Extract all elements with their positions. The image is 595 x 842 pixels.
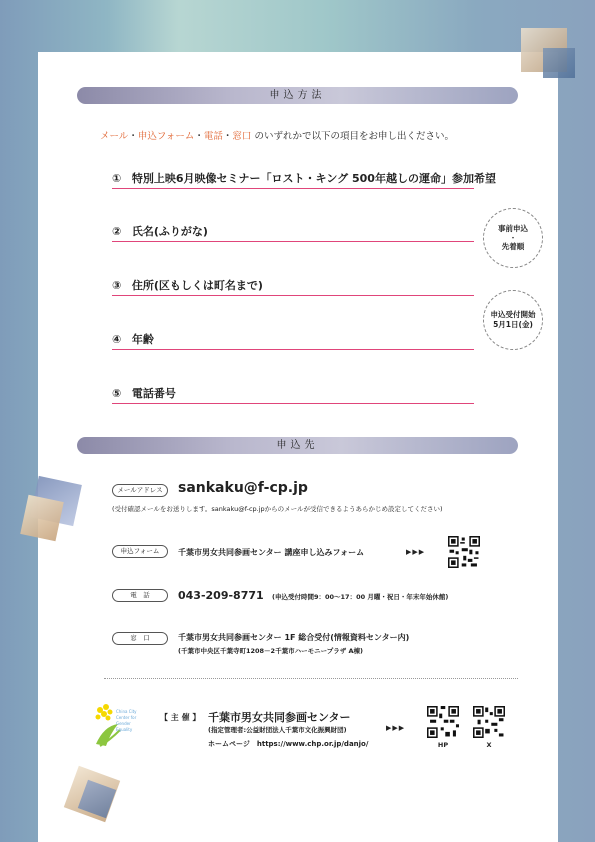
qr-code-hp[interactable] xyxy=(427,706,459,738)
qr-hp-label: HP xyxy=(437,741,449,749)
form-item-3 xyxy=(112,277,474,296)
stamp-line: 先着順 xyxy=(501,242,525,251)
stamp-start-date xyxy=(483,290,543,350)
stamp-line: 申込受付開始 xyxy=(490,309,536,319)
email-tag: メールアドレス xyxy=(112,484,168,497)
window-address: (千葉市中央区千葉寺町1208－2千葉市ハーモニープラザ A棟) xyxy=(178,647,364,655)
organizer-manager: (指定管理者:公益財団法人千葉市文化振興財団) xyxy=(208,726,347,734)
window-tag: 窓 口 xyxy=(112,632,168,645)
item-number: ① xyxy=(112,172,122,185)
organizer-homepage-link[interactable]: ホームページ https://www.chp.or.jp/danjo/ xyxy=(208,740,369,748)
item-label: 電話番号 xyxy=(131,387,176,400)
decorative-squares-left xyxy=(24,480,80,542)
stamp-line: 事前申込 xyxy=(498,223,528,233)
item-label: 特別上映6月映像セミナー「ロスト・キング 500年越しの運命」参加希望 xyxy=(131,172,496,185)
form-tag: 申込フォーム xyxy=(112,545,168,558)
stamp-line: 5月1日(金) xyxy=(493,320,533,329)
qr-code-x[interactable] xyxy=(473,706,505,738)
stamp-dot: ・ xyxy=(509,234,517,242)
item-label: 年齢 xyxy=(131,333,154,346)
form-item-2 xyxy=(112,223,474,242)
email-address-link[interactable]: sankaku@f-cp.jp xyxy=(178,480,308,496)
svg-text:Center for: Center for xyxy=(116,715,137,720)
item-number: ③ xyxy=(112,279,122,292)
decorative-squares-bottom-left xyxy=(64,766,120,822)
divider xyxy=(104,678,518,679)
form-item-5 xyxy=(112,385,474,404)
tel-tag: 電 話 xyxy=(112,589,168,602)
intro-tel: 電話 xyxy=(203,131,223,142)
item-number: ④ xyxy=(112,333,122,346)
item-number: ② xyxy=(112,225,122,238)
intro-rest: のいずれかで以下の項目をお申し出ください。 xyxy=(254,131,454,142)
tel-number-link[interactable]: 043-209-8771 xyxy=(178,589,264,602)
item-number: ⑤ xyxy=(112,387,122,400)
arrows-icon: ▶▶▶ xyxy=(386,724,406,732)
stamp-first-come xyxy=(483,208,543,268)
organizer-name: 千葉市男女共同参画センター xyxy=(208,711,351,724)
organizer-logo xyxy=(90,700,150,752)
form-item-4 xyxy=(112,331,474,350)
svg-text:China City: China City xyxy=(116,709,137,714)
qr-x-label: X xyxy=(486,741,492,749)
form-item-1 xyxy=(112,170,496,189)
svg-text:Equality: Equality xyxy=(116,727,133,732)
organizer-label: 【 主 催 】 xyxy=(160,713,201,722)
qr-code-form[interactable] xyxy=(448,536,480,568)
intro-sep: ・ xyxy=(194,131,204,142)
intro-email: メール xyxy=(100,131,129,142)
section-header-apply-to: 申込先 xyxy=(77,437,518,454)
intro-window: 窓口 xyxy=(232,131,252,142)
intro-form: 申込フォーム xyxy=(137,131,195,142)
window-location: 千葉市男女共同参画センター 1F 総合受付(情報資料センター内) xyxy=(178,633,410,642)
email-note: (受付確認メールをお送りします。sankaku@f-cp.jpからのメールが受信できるようあらかじめ設定してください) xyxy=(112,505,443,513)
arrows-icon: ▶▶▶ xyxy=(406,548,426,556)
decorative-squares-top-right xyxy=(521,28,575,80)
section-header-apply-method: 申込方法 xyxy=(77,87,518,104)
intro-text xyxy=(100,128,454,142)
application-form-link[interactable]: 千葉市男女共同参画センター 講座申し込みフォーム xyxy=(178,548,365,557)
intro-sep: ・ xyxy=(222,131,233,142)
intro-sep: ・ xyxy=(128,131,138,142)
item-label: 住所(区もしくは町名まで) xyxy=(131,279,263,292)
svg-text:Gender: Gender xyxy=(116,721,131,726)
item-label: 氏名(ふりがな) xyxy=(131,225,208,238)
tel-note: (申込受付時間9：00～17：00 月曜・祝日・年末年始休館) xyxy=(272,593,449,601)
